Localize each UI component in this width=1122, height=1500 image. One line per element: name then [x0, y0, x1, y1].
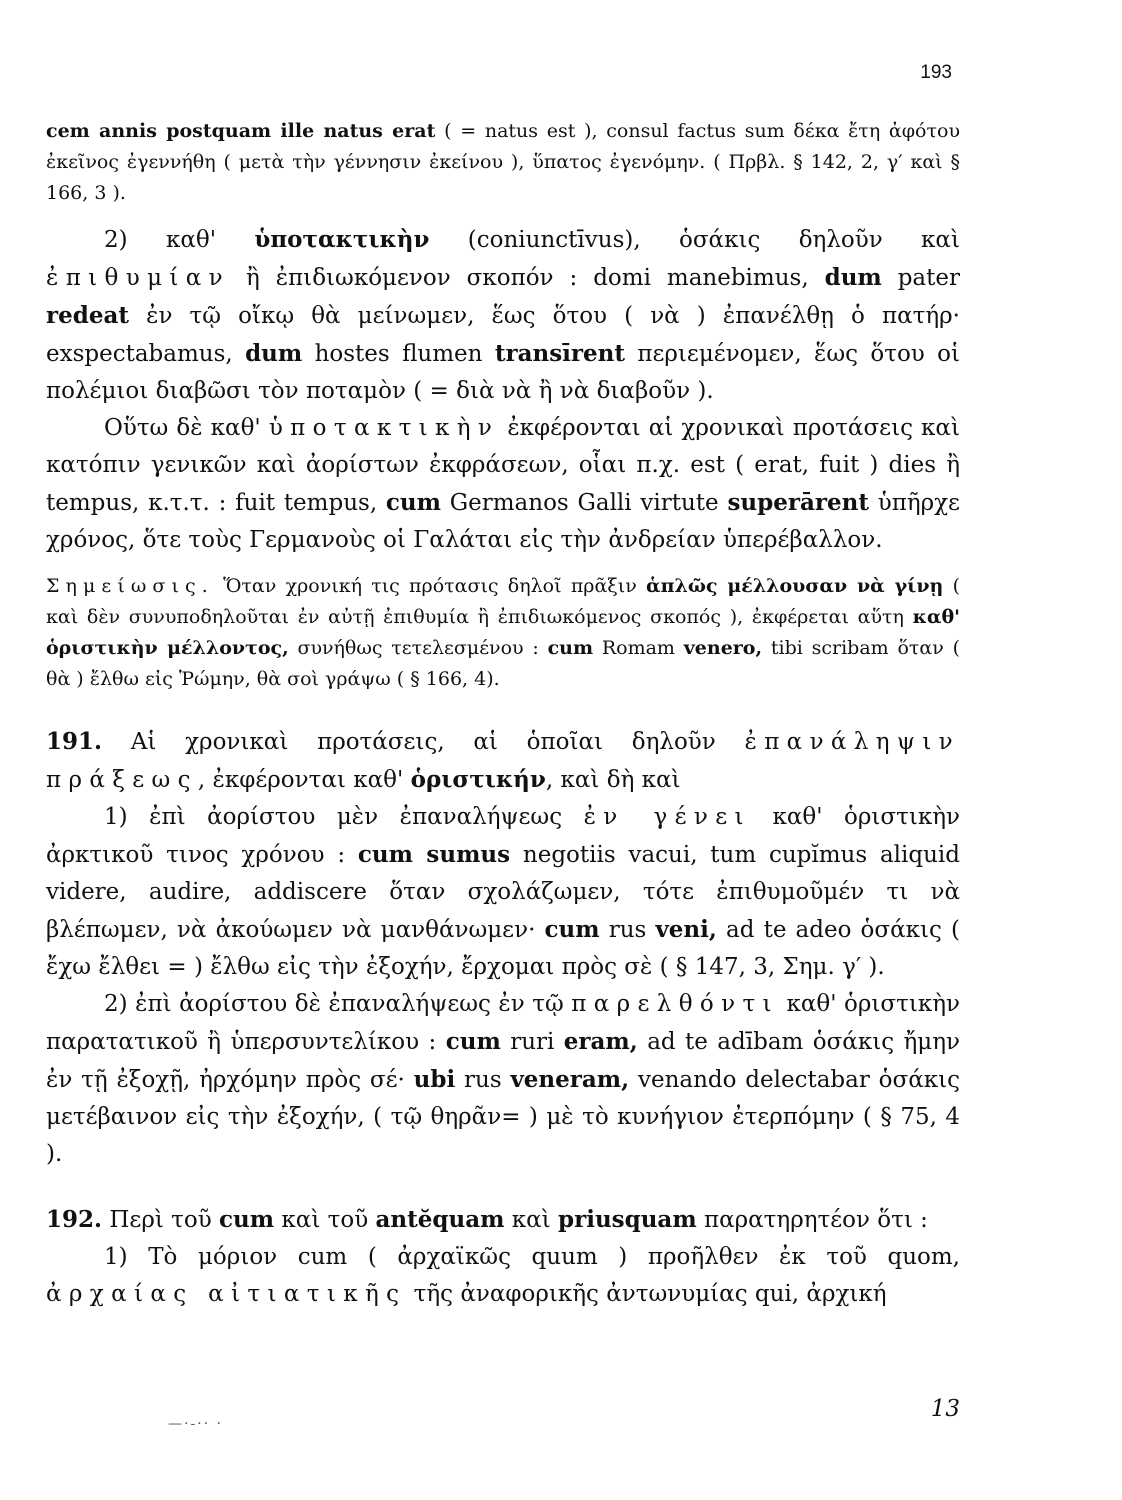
text-run: ( καὶ δὲν συνυποδηλοῦται ἐν αὐτῇ ἐπιθυμία ἢ ἐπιδιωκόμενος σκοπός ), ἐκφέρεται αὕτη	[46, 575, 961, 628]
text-run: 1) ἐπὶ ἀορίστου μὲν ἐπαναλήψεως	[104, 804, 584, 830]
page-body	[46, 116, 960, 1313]
latin-bold: cum	[385, 489, 441, 516]
spaced-term: ἐν γένει	[583, 804, 751, 830]
latin-bold-phrase: cem annis postquam ille natus erat	[46, 120, 436, 142]
page-number: 193	[920, 62, 952, 83]
text-run: καὶ	[504, 1207, 559, 1233]
latin-bold: cum	[547, 637, 594, 659]
text-run: 1) Τὸ μόριον cum ( ἀρχαϊκῶς quum ) προῆλθεν ἐκ τοῦ quom,	[104, 1244, 960, 1270]
text-run: pater	[881, 265, 960, 291]
section-191-item-2	[46, 986, 960, 1173]
text-run: τῆς ἀναφορικῆς ἀντωνυμίας qui, ἀρχική	[406, 1281, 887, 1307]
text-run: ἢ ἐπιδιωκόμενον σκοπόν : domi manebimus,	[230, 265, 825, 291]
text-run: tibi scribam ὅταν ( θὰ ) ἔλθω εἰς Ῥώμην, θὰ σοὶ γράψω ( § 166, 4).	[46, 637, 960, 690]
text-run: 2) καθ'	[104, 227, 255, 253]
latin-bold: cum	[544, 916, 600, 943]
text-run: Germanos Galli virtute	[440, 490, 728, 516]
section-191-heading	[46, 723, 960, 799]
text-run: παρατηρητέον ὅτι :	[696, 1207, 928, 1233]
spaced-term: ὑποτακτικὴν	[268, 415, 500, 441]
text-run: Αἱ χρονικαὶ προτάσεις, αἱ ὁποῖαι δηλοῦν	[102, 729, 745, 755]
spaced-term: ἐπιθυμίαν	[46, 265, 231, 291]
latin-bold: cum	[445, 1028, 501, 1055]
text-run: ἐκφέρονται αἱ χρονικαὶ προτάσεις καὶ κατόπιν γενικῶν καὶ ἀορίστων ἐκφράσεων, οἷαι π.χ. est ( erat, fuit ) dies ἢ tempus, κ.τ.τ. : fuit tempus,	[46, 415, 960, 516]
section-192-item-1	[46, 1239, 960, 1313]
signature-number: 13	[930, 1396, 960, 1422]
spaced-term: ἀρχαίας αἰτιατικῆς	[46, 1281, 407, 1307]
latin-bold: dum	[824, 264, 882, 291]
latin-bold: antĕquam	[375, 1206, 505, 1233]
term-bold: ὁριστικήν	[410, 766, 546, 793]
paragraph-subjunctive	[46, 221, 960, 410]
paragraph-consul-example	[46, 116, 960, 209]
text-run: negotiis vacui, tum cupĭmus aliquid videre, audire, addiscere ὅταν σχολάζωμεν, τότε ἐπιθυμοῦμέν τι νὰ βλέπωμεν, νὰ ἀκούωμεν νὰ μανθάνωμεν·	[46, 842, 961, 943]
section-192-heading	[46, 1201, 960, 1239]
latin-bold: dum	[245, 340, 303, 367]
latin-bold: cum sumus	[357, 841, 511, 868]
text-run: , ἐκφέρονται καθ'	[197, 767, 411, 793]
term-bold: ἁπλῶς μέλλουσαν νὰ γίνῃ	[646, 575, 944, 597]
text-run: rus	[455, 1067, 511, 1093]
text-run: Περὶ τοῦ	[102, 1207, 220, 1233]
section-number: 191.	[46, 728, 103, 755]
latin-bold: ubi	[413, 1066, 456, 1093]
text-run: καθ' ὁριστικὴν παρατατικοῦ ἢ ὑπερσυντελίκου :	[46, 991, 960, 1055]
signature-mark: —·-·· ·	[168, 1416, 223, 1432]
latin-bold: transīrent	[494, 340, 625, 367]
latin-bold: venero,	[683, 637, 763, 659]
latin-bold: priusquam	[558, 1206, 697, 1233]
latin-bold: redeat	[46, 302, 129, 329]
note-paragraph	[46, 571, 960, 695]
section-191-item-1	[46, 799, 960, 986]
text-run: περιεμένομεν, ἕως ὅτου οἱ πολέμιοι διαβῶσι τὸν ποταμὸν ( = διὰ νὰ ἢ νὰ διαβοῦν ).	[46, 341, 960, 404]
paragraph-general-expressions	[46, 410, 960, 559]
text-run: venando delectabar ὁσάκις μετέβαινον εἰς τὴν ἐξοχήν, ( τῷ θηρᾶν= ) μὲ τὸ κυνήγιον ἐτερπόμην ( § 75, 4 ).	[46, 1067, 961, 1167]
text-run: Ὅταν χρονική τις πρότασις δηλοῖ πρᾶξιν	[213, 575, 647, 597]
text-run: Romam	[593, 637, 684, 659]
spaced-term: ἐπανάληψιν πράξεως	[46, 729, 960, 793]
latin-bold: eram,	[563, 1028, 638, 1055]
section-number: 192.	[46, 1206, 103, 1233]
latin-bold: cum	[219, 1206, 275, 1233]
text-run: ad te adeo ὁσάκις ( ἔχω ἔλθει = ) ἔλθω εἰς τὴν ἐξοχήν, ἔρχομαι πρὸς σὲ ( § 147, 3, Σημ. γ′ ).	[46, 917, 961, 980]
text-run: ὑπῆρχε χρόνος, ὅτε τοὺς Γερμανοὺς οἱ Γαλάται εἰς τὴν ἀνδρείαν ὑπερέβαλλον.	[46, 490, 960, 553]
text-run: rus	[599, 917, 656, 943]
text-run: ruri	[500, 1029, 564, 1055]
text-run: ad te adībam ὁσάκις ἤμην ἐν τῇ ἐξοχῇ, ἠρχόμην πρὸς σέ·	[46, 1029, 960, 1093]
text-run: 2) ἐπὶ ἀορίστου δὲ ἐπαναλήψεως ἐν τῷ	[104, 991, 572, 1017]
text-run: ἐν τῷ οἴκῳ θὰ μείνωμεν, ἕως ὅτου ( νὰ ) ἐπανέλθῃ ὁ πατήρ· exspectabamus,	[46, 303, 960, 367]
text-run: Οὕτω δὲ καθ'	[104, 415, 269, 441]
latin-bold: superārent	[727, 489, 869, 516]
text-run: (coniunctīvus), ὁσάκις δηλοῦν καὶ	[429, 227, 960, 253]
text-run: καὶ τοῦ	[274, 1207, 376, 1233]
term-bold: καθ' ὁριστικὴν μέλλοντος,	[46, 606, 960, 659]
latin-bold: veni,	[655, 916, 717, 943]
text-run: hostes flumen	[302, 341, 495, 367]
spaced-term: παρελθόντι	[571, 991, 779, 1017]
latin-bold: veneram,	[510, 1066, 630, 1093]
text-run: συνήθως τετελεσμένου :	[288, 637, 548, 659]
text-run: ( = natus est ), consul factus sum δέκα ἔτη ἀφότου ἐκεῖνος ἐγεννήθη ( μετὰ τὴν γέννησιν ἐκείνου ), ὕπατος ἐγενόμην. ( Πρβλ. § 142, 2, γ′ καὶ § 166, 3 ).	[46, 120, 960, 204]
text-run: καθ' ὁριστικὴν ἀρκτικοῦ τινος χρόνου :	[46, 804, 961, 868]
note-label: Σημείωσις.	[46, 575, 214, 597]
term-subjunctive: ὑποτακτικὴν	[254, 226, 430, 253]
text-run: , καὶ δὴ καὶ	[545, 767, 681, 793]
